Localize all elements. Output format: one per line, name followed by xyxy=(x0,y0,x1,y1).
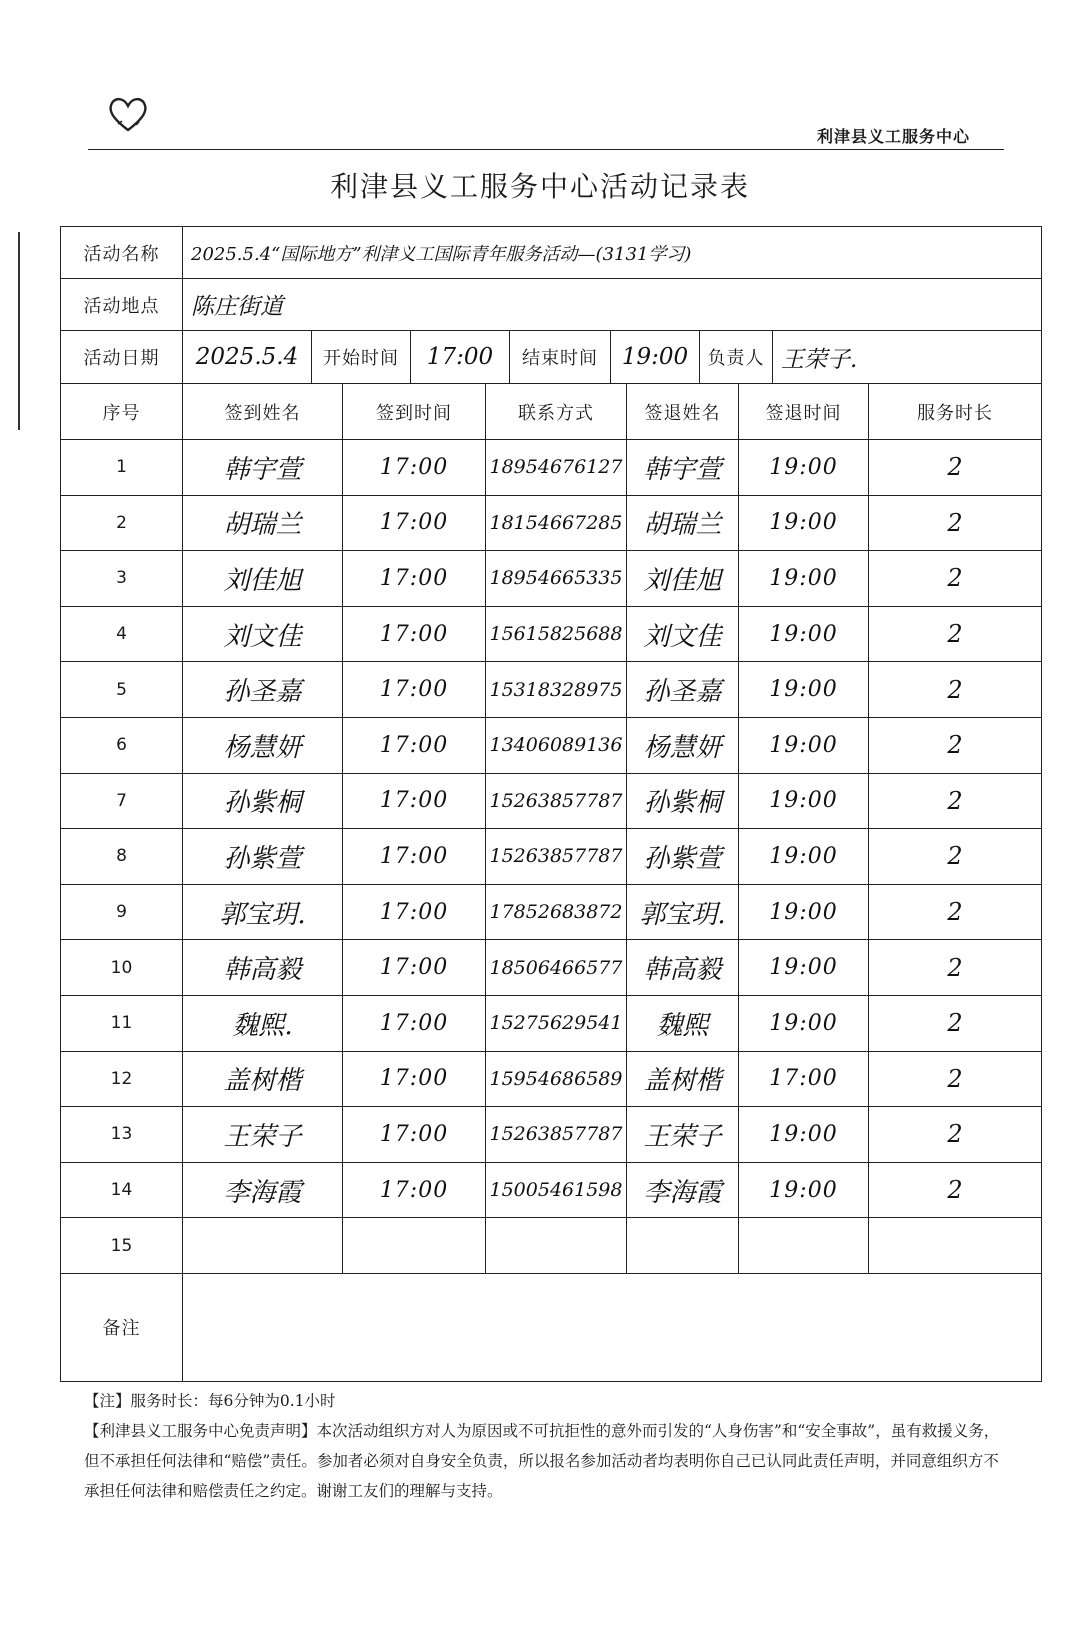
end-time-label: 结束时间 xyxy=(510,331,611,383)
row-seq: 2 xyxy=(61,495,183,551)
checkout-name: 胡瑞兰 xyxy=(627,495,739,551)
row-seq: 10 xyxy=(61,940,183,996)
disclaimer-text: 【利津县义工服务中心免责声明】本次活动组织方对人为原因或不可抗拒性的意外而引发的“人身伤害”和“安全事故”，虽有救援义务，但不承担任何法律和“赔偿”责任。参加者必须对自身安全负责，所以报名参加活动者均表明你自己已认同此责任声明，并同意组织方不承担任何法律和赔偿责任之约定。谢谢工友们的理解与支持。 xyxy=(84,1422,1000,1500)
col-header-contact: 联系方式 xyxy=(486,384,627,440)
activity-name-row xyxy=(61,227,1042,279)
margin-line xyxy=(18,232,20,430)
row-seq: 4 xyxy=(61,606,183,662)
row-seq: 3 xyxy=(61,551,183,607)
checkin-name: 刘文佳 xyxy=(183,606,343,662)
service-hours: 2 xyxy=(869,995,1042,1051)
checkout-name: 孙圣嘉 xyxy=(627,662,739,718)
checkin-name: 孙圣嘉 xyxy=(183,662,343,718)
checkout-time: 19:00 xyxy=(739,495,869,551)
contact-phone xyxy=(486,1218,627,1274)
checkout-name: 杨慧妍 xyxy=(627,717,739,773)
checkout-time: 19:00 xyxy=(739,662,869,718)
checkin-name: 王荣子 xyxy=(183,1107,343,1163)
activity-name-value: 2025.5.4“国际地方”利津义工国际青年服务活动—(3131学习) xyxy=(183,227,1042,279)
checkout-time xyxy=(739,1218,869,1274)
row-seq: 14 xyxy=(61,1162,183,1218)
checkout-name: 魏熙 xyxy=(627,995,739,1051)
contact-phone: 15263857787 xyxy=(486,773,627,829)
checkout-name: 郭宝玥. xyxy=(627,884,739,940)
table-row xyxy=(61,662,1042,718)
table-row xyxy=(61,1162,1042,1218)
checkout-time: 19:00 xyxy=(739,995,869,1051)
row-seq: 1 xyxy=(61,440,183,496)
activity-name-label: 活动名称 xyxy=(61,227,183,279)
checkin-time: 17:00 xyxy=(343,773,486,829)
checkin-time xyxy=(343,1218,486,1274)
col-header-checkin-time: 签到时间 xyxy=(343,384,486,440)
service-hours: 2 xyxy=(869,773,1042,829)
table-row xyxy=(61,1051,1042,1107)
checkout-name: 盖树楷 xyxy=(627,1051,739,1107)
contact-phone: 18506466577 xyxy=(486,940,627,996)
table-row xyxy=(61,884,1042,940)
checkout-time: 19:00 xyxy=(739,829,869,885)
table-row xyxy=(61,995,1042,1051)
date-label: 活动日期 xyxy=(61,331,183,384)
date-value: 2025.5.4 xyxy=(183,331,312,383)
row-seq: 15 xyxy=(61,1218,183,1274)
checkin-name xyxy=(183,1218,343,1274)
row-seq: 13 xyxy=(61,1107,183,1163)
row-seq: 5 xyxy=(61,662,183,718)
checkout-time: 17:00 xyxy=(739,1051,869,1107)
service-hours: 2 xyxy=(869,829,1042,885)
checkin-name: 孙紫桐 xyxy=(183,773,343,829)
table-row xyxy=(61,606,1042,662)
table-row xyxy=(61,773,1042,829)
service-hours: 2 xyxy=(869,717,1042,773)
contact-phone: 15263857787 xyxy=(486,1107,627,1163)
leader-label: 负责人 xyxy=(700,331,773,383)
start-time-value: 17:00 xyxy=(411,331,510,383)
col-header-checkout-time: 签退时间 xyxy=(739,384,869,440)
checkout-name: 刘佳旭 xyxy=(627,551,739,607)
footer-notes xyxy=(84,1386,1004,1506)
date-row xyxy=(61,331,1042,384)
table-row xyxy=(61,551,1042,607)
service-hours: 2 xyxy=(869,1107,1042,1163)
checkout-time: 19:00 xyxy=(739,606,869,662)
service-hours: 2 xyxy=(869,940,1042,996)
checkin-time: 17:00 xyxy=(343,440,486,496)
service-hours xyxy=(869,1218,1042,1274)
checkout-name: 孙紫桐 xyxy=(627,773,739,829)
checkin-time: 17:00 xyxy=(343,495,486,551)
row-seq: 11 xyxy=(61,995,183,1051)
contact-phone: 15263857787 xyxy=(486,829,627,885)
contact-phone: 15005461598 xyxy=(486,1162,627,1218)
checkin-name: 韩高毅 xyxy=(183,940,343,996)
remarks-label: 备注 xyxy=(61,1273,183,1381)
contact-phone: 15954686589 xyxy=(486,1051,627,1107)
checkin-time: 17:00 xyxy=(343,1162,486,1218)
checkin-time: 17:00 xyxy=(343,884,486,940)
org-name: 利津县义工服务中心 xyxy=(816,127,970,146)
checkin-name: 刘佳旭 xyxy=(183,551,343,607)
row-seq: 6 xyxy=(61,717,183,773)
contact-phone: 18954665335 xyxy=(486,551,627,607)
checkin-time: 17:00 xyxy=(343,1051,486,1107)
checkout-name: 李海霞 xyxy=(627,1162,739,1218)
remarks-row xyxy=(61,1273,1042,1381)
location-row xyxy=(61,279,1042,331)
checkin-time: 17:00 xyxy=(343,940,486,996)
checkin-name: 韩宇萱 xyxy=(183,440,343,496)
contact-phone: 17852683872 xyxy=(486,884,627,940)
checkout-time: 19:00 xyxy=(739,884,869,940)
page-title: 利津县义工服务中心活动记录表 xyxy=(329,170,750,203)
col-header-service-hours: 服务时长 xyxy=(869,384,1042,440)
checkin-time: 17:00 xyxy=(343,995,486,1051)
leader-value: 王荣子. xyxy=(781,346,858,373)
service-hours: 2 xyxy=(869,1051,1042,1107)
checkin-name: 李海霞 xyxy=(183,1162,343,1218)
checkout-time: 19:00 xyxy=(739,773,869,829)
service-hours: 2 xyxy=(869,1162,1042,1218)
table-row xyxy=(61,495,1042,551)
checkin-time: 17:00 xyxy=(343,606,486,662)
checkout-time: 19:00 xyxy=(739,1107,869,1163)
checkin-time: 17:00 xyxy=(343,829,486,885)
service-hours: 2 xyxy=(869,606,1042,662)
checkin-time: 17:00 xyxy=(343,1107,486,1163)
checkin-name: 郭宝玥. xyxy=(183,884,343,940)
checkout-name: 刘文佳 xyxy=(627,606,739,662)
checkin-name: 孙紫萱 xyxy=(183,829,343,885)
service-hours: 2 xyxy=(869,551,1042,607)
row-seq: 7 xyxy=(61,773,183,829)
service-hours: 2 xyxy=(869,884,1042,940)
service-hours: 2 xyxy=(869,440,1042,496)
table-row xyxy=(61,829,1042,885)
row-seq: 12 xyxy=(61,1051,183,1107)
table-row xyxy=(61,717,1042,773)
col-header-seq: 序号 xyxy=(61,384,183,440)
checkout-name: 王荣子 xyxy=(627,1107,739,1163)
checkin-time: 17:00 xyxy=(343,717,486,773)
checkout-time: 19:00 xyxy=(739,440,869,496)
location-value: 陈庄街道 xyxy=(183,279,1042,331)
column-header-row xyxy=(61,384,1042,440)
col-header-checkout-name: 签退姓名 xyxy=(627,384,739,440)
contact-phone: 15615825688 xyxy=(486,606,627,662)
checkin-time: 17:00 xyxy=(343,662,486,718)
checkin-name: 胡瑞兰 xyxy=(183,495,343,551)
checkout-name: 韩宇萱 xyxy=(627,440,739,496)
service-hours-note: 【注】服务时长：每6分钟为0.1小时 xyxy=(84,1392,336,1410)
checkout-name xyxy=(627,1218,739,1274)
checkin-name: 魏熙. xyxy=(183,995,343,1051)
contact-phone: 18954676127 xyxy=(486,440,627,496)
checkout-name: 韩高毅 xyxy=(627,940,739,996)
checkin-name: 盖树楷 xyxy=(183,1051,343,1107)
activity-record-table xyxy=(60,226,1042,1382)
header-divider xyxy=(88,149,1004,150)
table-row xyxy=(61,440,1042,496)
remarks-value xyxy=(183,1273,1042,1381)
row-seq: 9 xyxy=(61,884,183,940)
row-seq: 8 xyxy=(61,829,183,885)
checkin-time: 17:00 xyxy=(343,551,486,607)
end-time-value: 19:00 xyxy=(611,331,700,383)
table-row xyxy=(61,940,1042,996)
checkout-name: 孙紫萱 xyxy=(627,829,739,885)
table-row xyxy=(61,1218,1042,1274)
contact-phone: 15275629541 xyxy=(486,995,627,1051)
service-hours: 2 xyxy=(869,662,1042,718)
contact-phone: 15318328975 xyxy=(486,662,627,718)
start-time-label: 开始时间 xyxy=(312,331,411,383)
checkout-time: 19:00 xyxy=(739,717,869,773)
checkout-time: 19:00 xyxy=(739,1162,869,1218)
checkout-time: 19:00 xyxy=(739,551,869,607)
col-header-checkin-name: 签到姓名 xyxy=(183,384,343,440)
table-row xyxy=(61,1107,1042,1163)
checkout-time: 19:00 xyxy=(739,940,869,996)
service-hours: 2 xyxy=(869,495,1042,551)
heart-logo-icon xyxy=(106,94,150,134)
location-label: 活动地点 xyxy=(61,279,183,331)
checkin-name: 杨慧妍 xyxy=(183,717,343,773)
contact-phone: 18154667285 xyxy=(486,495,627,551)
contact-phone: 13406089136 xyxy=(486,717,627,773)
